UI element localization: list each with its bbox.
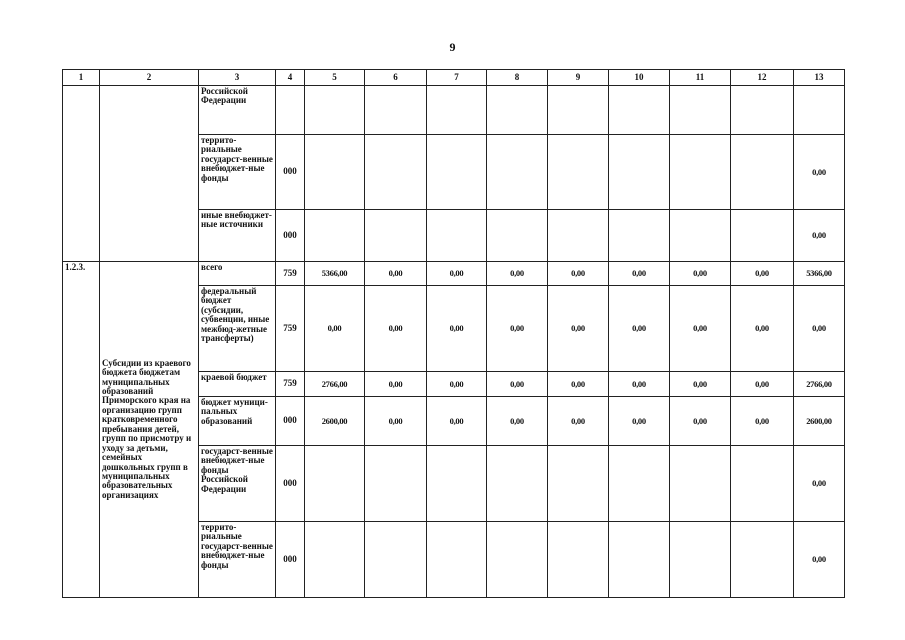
value-cell: 0,00 (548, 397, 609, 446)
value-cell: 0,00 (487, 372, 548, 397)
value-cell (548, 522, 609, 598)
value-cell: 0,00 (794, 286, 845, 372)
column-header: 13 (794, 70, 845, 86)
column-header: 8 (487, 70, 548, 86)
value-cell (609, 210, 670, 262)
value-cell (365, 210, 427, 262)
value-cell (487, 446, 548, 522)
table-row (63, 86, 845, 135)
value-cell (365, 522, 427, 598)
code-cell: 000 (276, 135, 305, 210)
value-cell (609, 86, 670, 135)
value-cell: 5366,00 (305, 262, 365, 286)
value-cell (670, 135, 731, 210)
value-cell (427, 86, 487, 135)
value-cell (427, 522, 487, 598)
value-cell (731, 86, 794, 135)
value-cell: 0,00 (305, 286, 365, 372)
value-cell (731, 446, 794, 522)
value-cell: 0,00 (794, 210, 845, 262)
value-cell (427, 210, 487, 262)
value-cell: 0,00 (670, 262, 731, 286)
value-cell: 0,00 (731, 372, 794, 397)
value-cell (794, 86, 845, 135)
value-cell (731, 135, 794, 210)
value-cell: 0,00 (365, 397, 427, 446)
page-number: 9 (449, 40, 456, 54)
description-cell (100, 86, 199, 262)
value-cell: 0,00 (670, 286, 731, 372)
column-number-row (63, 70, 845, 86)
funding-source: всего (199, 262, 276, 286)
table-row (63, 262, 845, 286)
column-header: 1 (63, 70, 100, 86)
value-cell: 0,00 (365, 262, 427, 286)
funding-source: террито-риальные государст-венные внебюджет-ные фонды (199, 522, 276, 598)
column-header: 5 (305, 70, 365, 86)
value-cell: 2766,00 (794, 372, 845, 397)
code-cell (276, 86, 305, 135)
code-cell: 759 (276, 286, 305, 372)
value-cell: 0,00 (609, 286, 670, 372)
funding-source: краевой бюджет (199, 372, 276, 397)
value-cell: 0,00 (609, 262, 670, 286)
value-cell (548, 135, 609, 210)
value-cell: 0,00 (548, 286, 609, 372)
value-cell: 0,00 (487, 262, 548, 286)
funding-source: Российской Федерации (199, 86, 276, 135)
code-cell: 759 (276, 372, 305, 397)
value-cell: 0,00 (794, 522, 845, 598)
value-cell (427, 135, 487, 210)
value-cell (548, 210, 609, 262)
row-id-cell: 1.2.3. (63, 262, 100, 598)
funding-source: бюджет муници-пальных образований (199, 397, 276, 446)
value-cell (670, 210, 731, 262)
funding-source: государст-венные внебюджет-ные фонды Российской Федерации (199, 446, 276, 522)
value-cell (305, 210, 365, 262)
value-cell: 0,00 (548, 262, 609, 286)
value-cell: 0,00 (731, 262, 794, 286)
value-cell (609, 446, 670, 522)
value-cell: 0,00 (487, 286, 548, 372)
value-cell (609, 135, 670, 210)
code-cell: 000 (276, 446, 305, 522)
value-cell: 0,00 (609, 397, 670, 446)
funding-source: иные внебюджет-ные источники (199, 210, 276, 262)
value-cell: 0,00 (670, 397, 731, 446)
value-cell: 0,00 (427, 372, 487, 397)
value-cell: 2600,00 (305, 397, 365, 446)
column-header: 2 (100, 70, 199, 86)
column-header: 4 (276, 70, 305, 86)
column-header: 11 (670, 70, 731, 86)
column-header: 9 (548, 70, 609, 86)
code-cell: 759 (276, 262, 305, 286)
value-cell: 2766,00 (305, 372, 365, 397)
value-cell: 0,00 (427, 262, 487, 286)
value-cell: 0,00 (427, 397, 487, 446)
value-cell (731, 210, 794, 262)
value-cell: 0,00 (794, 135, 845, 210)
row-id-cell (63, 86, 100, 262)
value-cell: 2600,00 (794, 397, 845, 446)
column-header: 7 (427, 70, 487, 86)
value-cell (365, 446, 427, 522)
value-cell: 0,00 (487, 397, 548, 446)
value-cell: 5366,00 (794, 262, 845, 286)
value-cell (670, 446, 731, 522)
code-cell: 000 (276, 210, 305, 262)
value-cell (487, 86, 548, 135)
description-cell: Субсидии из краевого бюджета бюджетам муниципальных образований Приморского края на организацию групп кратковременного пребывания детей, групп по присмотру и уходу за детьми, семейных дошкольных групп в муниципальных образовательных организациях (100, 262, 199, 598)
value-cell (487, 522, 548, 598)
value-cell (487, 210, 548, 262)
code-cell: 000 (276, 522, 305, 598)
value-cell: 0,00 (427, 286, 487, 372)
column-header: 3 (199, 70, 276, 86)
value-cell (305, 522, 365, 598)
funding-source: федеральный бюджет (субсидии, субвенции, иные межбюд-жетные трансферты) (199, 286, 276, 372)
value-cell: 0,00 (731, 286, 794, 372)
value-cell (365, 86, 427, 135)
value-cell (548, 86, 609, 135)
column-header: 10 (609, 70, 670, 86)
value-cell (487, 135, 548, 210)
value-cell (731, 522, 794, 598)
value-cell (670, 86, 731, 135)
value-cell: 0,00 (548, 372, 609, 397)
value-cell (427, 446, 487, 522)
value-cell (548, 446, 609, 522)
value-cell (305, 446, 365, 522)
code-cell: 000 (276, 397, 305, 446)
column-header: 12 (731, 70, 794, 86)
value-cell: 0,00 (365, 286, 427, 372)
value-cell: 0,00 (670, 372, 731, 397)
value-cell (305, 86, 365, 135)
value-cell: 0,00 (365, 372, 427, 397)
value-cell: 0,00 (609, 372, 670, 397)
funding-source: террито-риальные государст-венные внебюджет-ные фонды (199, 135, 276, 210)
value-cell: 0,00 (731, 397, 794, 446)
value-cell (670, 522, 731, 598)
budget-table (62, 69, 845, 598)
value-cell (609, 522, 670, 598)
value-cell (365, 135, 427, 210)
value-cell: 0,00 (794, 446, 845, 522)
value-cell (305, 135, 365, 210)
column-header: 6 (365, 70, 427, 86)
